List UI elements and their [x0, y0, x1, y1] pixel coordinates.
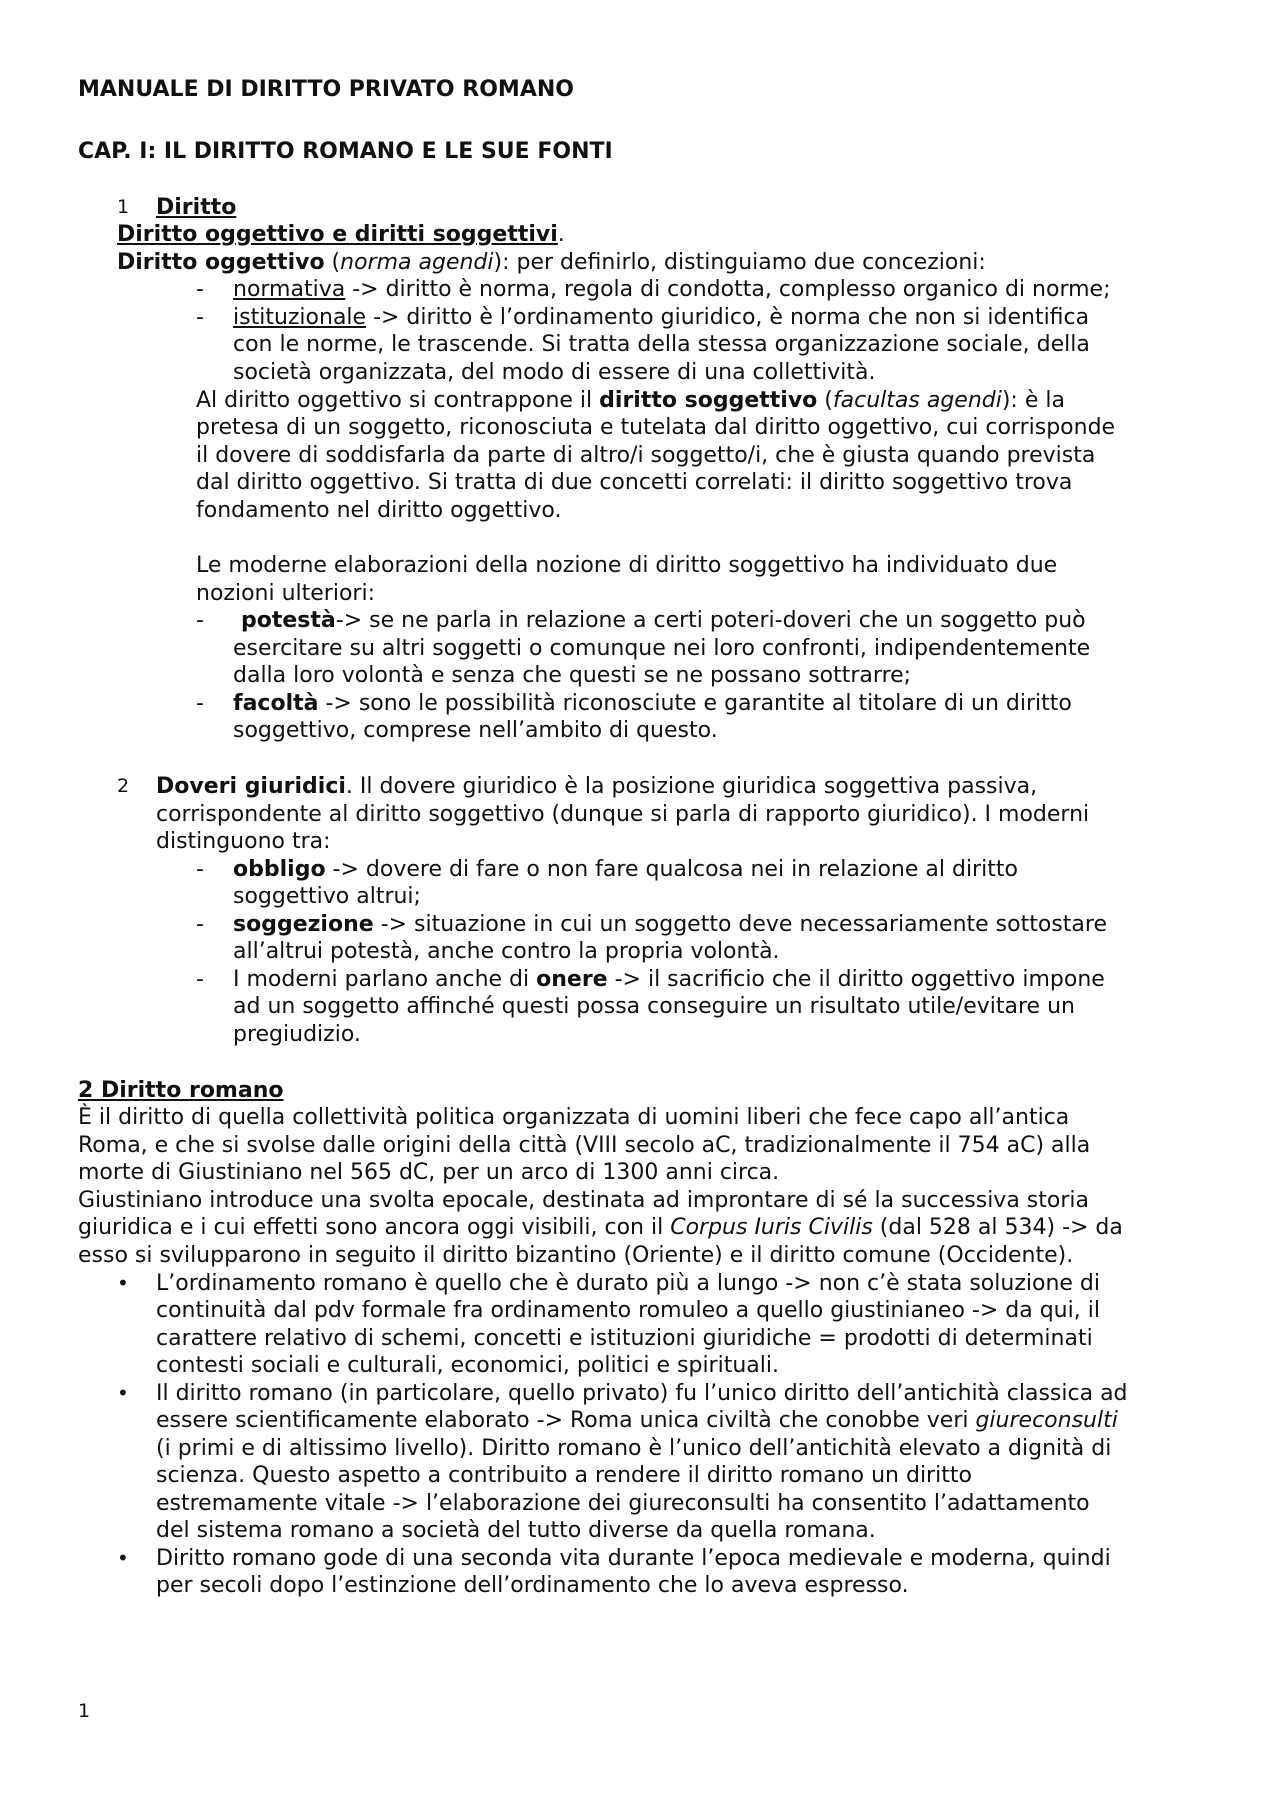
chapter-title: CAP. I: IL DIRITTO ROMANO E LE SUE FONTI: [78, 139, 613, 164]
list-item-continuation: all’altrui potestà, anche contro la propria volontà.: [233, 939, 780, 964]
paragraph-line: nozioni ulteriori:: [196, 581, 375, 606]
paragraph-line: dal diritto oggettivo. Si tratta di due concetti correlati: il diritto soggettivo trova: [196, 470, 1073, 495]
paragraph-line: fondamento nel diritto oggettivo.: [196, 498, 562, 523]
bullet-item: L’ordinamento romano è quello che è durato più a lungo -> non c’è stata soluzione di: [156, 1271, 1100, 1296]
paragraph-line: morte di Giustiniano nel 565 dC, per un arco di 1300 anni circa.: [78, 1160, 780, 1185]
list-item-continuation: società organizzata, del modo di essere di una collettività.: [233, 360, 876, 385]
paragraph-line: Al diritto oggettivo si contrappone il diritto soggettivo (facultas agendi): è la: [196, 388, 1065, 413]
paragraph-line: Le moderne elaborazioni della nozione di diritto soggettivo ha individuato due: [196, 553, 1058, 578]
bullet-glyph: •: [117, 1546, 129, 1570]
bullet-item-continuation: carattere relativo di schemi, concetti e istituzioni giuridiche = prodotti di determinati: [156, 1326, 1093, 1351]
list-dash: -: [196, 608, 204, 633]
list-item-continuation: pregiudizio.: [233, 1022, 361, 1047]
list-dash: -: [196, 305, 204, 330]
bullet-item-continuation: contesti sociali e culturali, economici, politici e spirituali.: [156, 1353, 779, 1378]
list-dash: -: [196, 691, 204, 716]
list-item: istituzionale -> diritto è l’ordinamento giuridico, è norma che non si identifica: [233, 305, 1090, 330]
bullet-item: Il diritto romano (in particolare, quello privato) fu l’unico diritto dell’antichità classica ad: [156, 1381, 1128, 1406]
bullet-glyph: •: [117, 1381, 129, 1405]
subheading: Diritto oggettivo e diritti soggettivi.: [117, 222, 565, 247]
paragraph-line: esso si svilupparono in seguito il diritto bizantino (Oriente) e il diritto comune (Occidente).: [78, 1243, 1074, 1268]
bullet-glyph: •: [117, 1271, 129, 1295]
paragraph-line: corrispondente al diritto soggettivo (dunque si parla di rapporto giuridico). I moderni: [156, 802, 1090, 827]
page-number: 1: [78, 1700, 91, 1722]
paragraph-line: giuridica e i cui effetti sono ancora oggi visibili, con il Corpus Iuris Civilis (dal 528 al 534) -> da: [78, 1215, 1123, 1240]
section-number: 1: [117, 196, 130, 218]
paragraph-line: distinguono tra:: [156, 829, 331, 854]
definition-line: Diritto oggettivo (norma agendi): per definirlo, distinguiamo due concezioni:: [117, 250, 986, 275]
section-heading: 2 Diritto romano: [78, 1078, 284, 1103]
list-item-continuation: ad un soggetto affinché questi possa conseguire un risultato utile/evitare un: [233, 994, 1075, 1019]
paragraph-line: Roma, e che si svolse dalle origini della città (VIII secolo aC, tradizionalmente il 754 aC) alla: [78, 1133, 1091, 1158]
bullet-item-continuation: (i primi e di altissimo livello). Diritto romano è l’unico dell’antichità elevato a dignità di: [156, 1436, 1112, 1461]
list-item: potestà-> se ne parla in relazione a certi poteri-doveri che un soggetto può: [241, 608, 1086, 633]
bullet-item-continuation: estremamente vitale -> l’elaborazione dei giureconsulti ha consentito l’adattamento: [156, 1491, 1090, 1516]
list-dash: -: [196, 277, 204, 302]
section-number: 2: [117, 775, 130, 797]
bullet-item-continuation: scienza. Questo aspetto a contribuito a rendere il diritto romano un diritto: [156, 1463, 972, 1488]
bullet-item-continuation: continuità dal pdv formale fra ordinamento romuleo a quello giustinianeo -> da qui, il: [156, 1298, 1100, 1323]
list-item: normativa -> diritto è norma, regola di condotta, complesso organico di norme;: [233, 277, 1111, 302]
document-title: MANUALE DI DIRITTO PRIVATO ROMANO: [78, 77, 574, 102]
list-dash: -: [196, 912, 204, 937]
list-dash: -: [196, 857, 204, 882]
list-item: obbligo -> dovere di fare o non fare qualcosa nei in relazione al diritto: [233, 857, 1018, 882]
bullet-item: Diritto romano gode di una seconda vita durante l’epoca medievale e moderna, quindi: [156, 1546, 1111, 1571]
list-item-continuation: con le norme, le trascende. Si tratta della stessa organizzazione sociale, della: [233, 332, 1090, 357]
list-item: soggezione -> situazione in cui un soggetto deve necessariamente sottostare: [233, 912, 1107, 937]
list-item-continuation: dalla loro volontà e senza che questi se ne possano sottrarre;: [233, 663, 912, 688]
section-heading: Diritto: [156, 195, 237, 220]
list-item-continuation: soggettivo, comprese nell’ambito di questo.: [233, 718, 718, 743]
paragraph-line: Doveri giuridici. Il dovere giuridico è la posizione giuridica soggettiva passiva,: [156, 774, 1038, 799]
list-item: I moderni parlano anche di onere -> il sacrificio che il diritto oggettivo impone: [233, 967, 1105, 992]
paragraph-line: pretesa di un soggetto, riconosciuta e tutelata dal diritto oggettivo, cui corrisponde: [196, 415, 1116, 440]
paragraph-line: Giustiniano introduce una svolta epocale, destinata ad improntare di sé la successiva storia: [78, 1188, 1089, 1213]
bullet-item-continuation: del sistema romano a società del tutto diverse da quella romana.: [156, 1518, 876, 1543]
paragraph-line: il dovere di soddisfarla da parte di altro/i soggetto/i, che è giusta quando prevista: [196, 443, 1096, 468]
list-item: facoltà -> sono le possibilità riconosciute e garantite al titolare di un diritto: [233, 691, 1072, 716]
bullet-item-continuation: per secoli dopo l’estinzione dell’ordinamento che lo aveva espresso.: [156, 1573, 909, 1598]
list-dash: -: [196, 967, 204, 992]
list-item-continuation: esercitare su altri soggetti o comunque nei loro confronti, indipendentemente: [233, 636, 1091, 661]
list-item-continuation: soggettivo altrui;: [233, 884, 421, 909]
paragraph-line: È il diritto di quella collettività politica organizzata di uomini liberi che fece capo all’antica: [78, 1105, 1070, 1130]
bullet-item-continuation: essere scientificamente elaborato -> Roma unica civiltà che conobbe veri giureconsulti: [156, 1408, 1118, 1433]
